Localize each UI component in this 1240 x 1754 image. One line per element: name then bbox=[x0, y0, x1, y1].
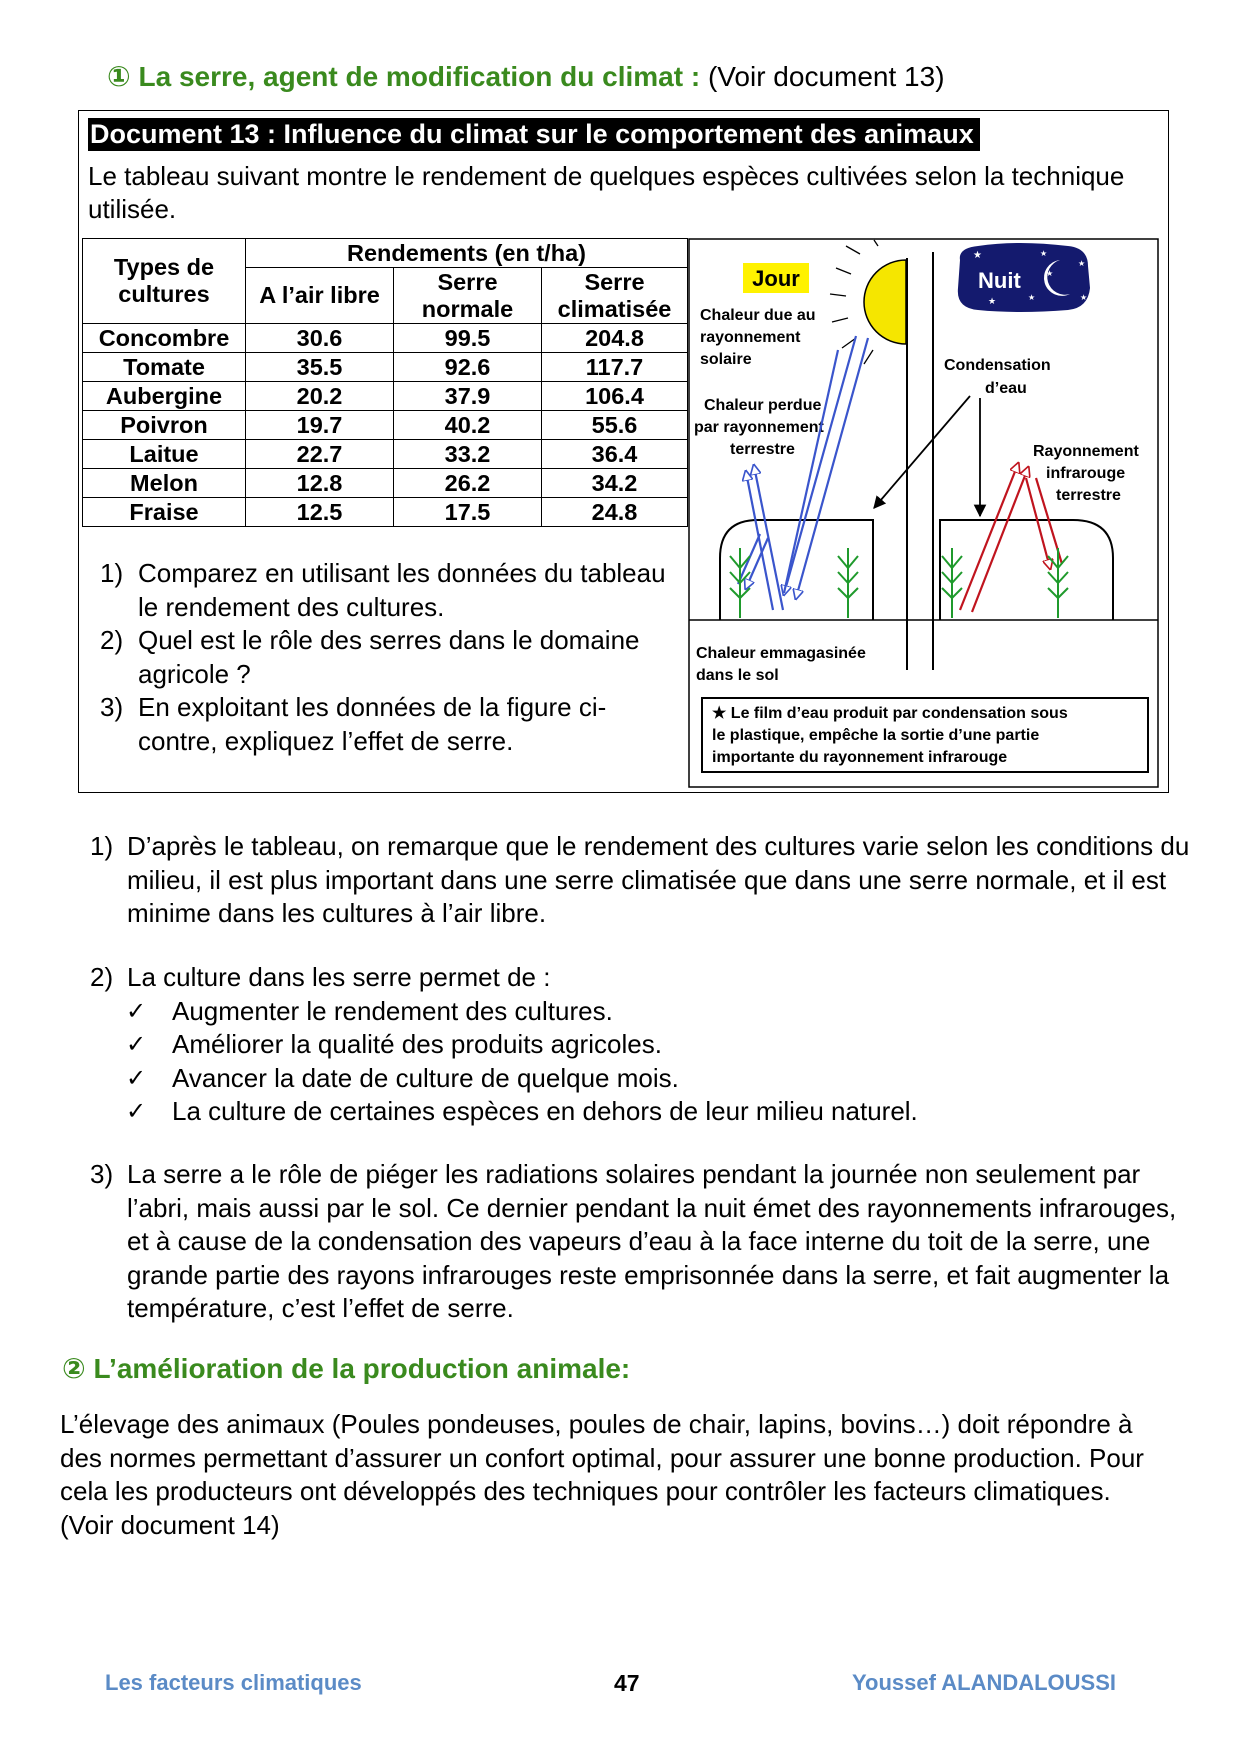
table-cell: 12.5 bbox=[246, 498, 394, 527]
table-row bbox=[83, 353, 688, 382]
question-number: 3) bbox=[100, 692, 124, 722]
question-number: 2) bbox=[100, 625, 124, 655]
section-1-heading: La serre, agent de modification du climat : bbox=[138, 61, 701, 92]
section-1-title bbox=[107, 60, 945, 93]
section-2-paragraph: L’élevage des animaux (Poules pondeuses, poules de chair, lapins, bovins…) doit répondre à des normes permettant d’assurer un confort optimal, pour assurer une bonne production. Pour cela les producteurs ont développés des techniques pour contrôler les facteurs climatiques. (Voir document 14) bbox=[60, 1409, 1144, 1540]
list-item bbox=[126, 1095, 1190, 1129]
document-13-heading: Document 13 : Influence du climat sur le comportement des animaux bbox=[88, 118, 980, 151]
table-cell: 12.8 bbox=[246, 469, 394, 498]
svg-text:★: ★ bbox=[1080, 293, 1088, 302]
table-cell: 24.8 bbox=[542, 498, 688, 527]
figure-note-line: le plastique, empêche la sortie d’une partie bbox=[712, 727, 1040, 744]
table-cell: 22.7 bbox=[246, 440, 394, 469]
svg-text:★: ★ bbox=[1046, 269, 1054, 278]
solar-heat-label: solaire bbox=[700, 351, 752, 368]
table-cell: Poivron bbox=[83, 411, 246, 440]
section-2-number: ② bbox=[62, 1353, 86, 1384]
checkmark-icon: ✓ bbox=[126, 1031, 147, 1058]
table-header-yields: Rendements (en t/ha) bbox=[246, 239, 688, 268]
table-cell: 99.5 bbox=[394, 324, 542, 353]
table-cell: Melon bbox=[83, 469, 246, 498]
answer-3 bbox=[90, 1158, 1190, 1326]
svg-text:★: ★ bbox=[1040, 249, 1048, 258]
table-cell: 106.4 bbox=[542, 382, 688, 411]
list-item bbox=[126, 1062, 1190, 1096]
day-label: Jour bbox=[752, 266, 800, 291]
table-cell: 55.6 bbox=[542, 411, 688, 440]
table-cell: 35.5 bbox=[246, 353, 394, 382]
question-item bbox=[100, 557, 680, 624]
table-header-col: Serre normale bbox=[394, 268, 542, 324]
svg-text:★: ★ bbox=[973, 250, 982, 261]
list-item bbox=[126, 995, 1190, 1029]
question-text: Comparez en utilisant les données du tableau le rendement des cultures. bbox=[138, 558, 666, 622]
table-cell: 17.5 bbox=[394, 498, 542, 527]
table-cell: 26.2 bbox=[394, 469, 542, 498]
table-cell: 92.6 bbox=[394, 353, 542, 382]
table-cell: 30.6 bbox=[246, 324, 394, 353]
table-header-col: Serre climatisée bbox=[542, 268, 688, 324]
table-row bbox=[83, 324, 688, 353]
question-text: Quel est le rôle des serres dans le domaine agricole ? bbox=[138, 625, 640, 689]
table-header-types: Types de cultures bbox=[83, 239, 246, 324]
footer-chapter: Les facteurs climatiques bbox=[105, 1670, 362, 1695]
yield-table bbox=[82, 238, 688, 527]
question-number: 1) bbox=[100, 558, 124, 588]
infrared-label: terrestre bbox=[1056, 487, 1121, 504]
table-row bbox=[83, 469, 688, 498]
table-cell: 37.9 bbox=[394, 382, 542, 411]
table-cell: 34.2 bbox=[542, 469, 688, 498]
table-row bbox=[83, 440, 688, 469]
condensation-label: d’eau bbox=[985, 380, 1027, 397]
list-item-text: Augmenter le rendement des cultures. bbox=[172, 995, 613, 1026]
table-cell: Concombre bbox=[83, 324, 246, 353]
answer-1 bbox=[90, 830, 1190, 931]
question-list bbox=[100, 557, 680, 758]
document-13-intro: Le tableau suivant montre le rendement de quelques espèces cultivées selon la technique utilisée. bbox=[88, 161, 1125, 224]
figure-note-line: ★ Le film d’eau produit par condensation sous bbox=[712, 705, 1068, 722]
answer-number: 3) bbox=[90, 1159, 114, 1189]
answer-number: 2) bbox=[90, 962, 114, 992]
list-item-text: La culture de certaines espèces en dehors de leur milieu naturel. bbox=[172, 1096, 918, 1126]
table-cell: 36.4 bbox=[542, 440, 688, 469]
answer-2 bbox=[90, 961, 1190, 1129]
answer-text: D’après le tableau, on remarque que le rendement des cultures varie selon les conditions du milieu, il est plus important dans une serre climatisée que dans une serre normale, et il est minime dans les cultures à l’air libre. bbox=[127, 831, 1190, 928]
night-label: Nuit bbox=[978, 268, 1021, 293]
table-cell: Laitue bbox=[83, 440, 246, 469]
stored-heat-label: dans le sol bbox=[696, 667, 779, 684]
figure-note-line: importante du rayonnement infrarouge bbox=[712, 749, 1008, 766]
svg-text:★: ★ bbox=[1028, 293, 1036, 302]
table-row bbox=[83, 382, 688, 411]
lost-heat-label: Chaleur perdue bbox=[704, 397, 822, 414]
table-cell: 33.2 bbox=[394, 440, 542, 469]
answer-number: 1) bbox=[90, 831, 114, 861]
infrared-label: Rayonnement bbox=[1033, 443, 1139, 460]
question-item bbox=[100, 691, 680, 758]
table-cell: 20.2 bbox=[246, 382, 394, 411]
answer-text: La culture dans les serre permet de : bbox=[127, 962, 551, 992]
section-2-title bbox=[62, 1352, 630, 1385]
list-item-text: Améliorer la qualité des produits agricoles. bbox=[172, 1029, 662, 1059]
section-2-heading: L’amélioration de la production animale: bbox=[93, 1353, 631, 1384]
lost-heat-label: terrestre bbox=[730, 441, 795, 458]
footer-author: Youssef ALANDALOUSSI bbox=[852, 1670, 1117, 1695]
condensation-label: Condensation bbox=[944, 357, 1051, 374]
table-cell: 204.8 bbox=[542, 324, 688, 353]
checkmark-icon: ✓ bbox=[126, 1098, 147, 1125]
question-item bbox=[100, 624, 680, 691]
answer-text: La serre a le rôle de piéger les radiations solaires pendant la journée non seulement par l’abri, mais aussi par le sol. Ce dernier pendant la nuit émet des rayonnements infrarouges, et à cause de la condensation des vapeurs d’eau à la face interne du toit de la serre, une grande partie des rayons infrarouges reste emprisonnée dans la serre, et fait augmenter la température, c’est l’effet de serre. bbox=[127, 1159, 1177, 1323]
table-cell: 117.7 bbox=[542, 353, 688, 382]
table-cell: Aubergine bbox=[83, 382, 246, 411]
question-text: En exploitant les données de la figure ci-contre, expliquez l’effet de serre. bbox=[138, 692, 607, 756]
list-item-text: Avancer la date de culture de quelque mois. bbox=[172, 1062, 679, 1093]
infrared-label: infrarouge bbox=[1046, 465, 1126, 482]
section-1-reference: (Voir document 13) bbox=[707, 61, 945, 92]
solar-heat-label: Chaleur due au bbox=[700, 307, 816, 324]
page-number: 47 bbox=[614, 1670, 640, 1696]
checkmark-icon: ✓ bbox=[126, 1064, 147, 1092]
svg-text:★: ★ bbox=[988, 296, 997, 306]
table-cell: Fraise bbox=[83, 498, 246, 527]
table-cell: 40.2 bbox=[394, 411, 542, 440]
table-row bbox=[83, 411, 688, 440]
greenhouse-effect-figure bbox=[688, 238, 1159, 788]
table-header-col: A l’air libre bbox=[246, 268, 394, 324]
table-cell: 19.7 bbox=[246, 411, 394, 440]
table-row bbox=[83, 498, 688, 527]
section-1-number: ① bbox=[107, 61, 131, 92]
checkmark-icon: ✓ bbox=[126, 997, 147, 1025]
lost-heat-label: par rayonnement bbox=[694, 419, 824, 436]
table-cell: Tomate bbox=[83, 353, 246, 382]
solar-heat-label: rayonnement bbox=[700, 329, 801, 346]
svg-text:★: ★ bbox=[1078, 259, 1086, 268]
list-item bbox=[126, 1028, 1190, 1062]
stored-heat-label: Chaleur emmagasinée bbox=[696, 645, 866, 662]
